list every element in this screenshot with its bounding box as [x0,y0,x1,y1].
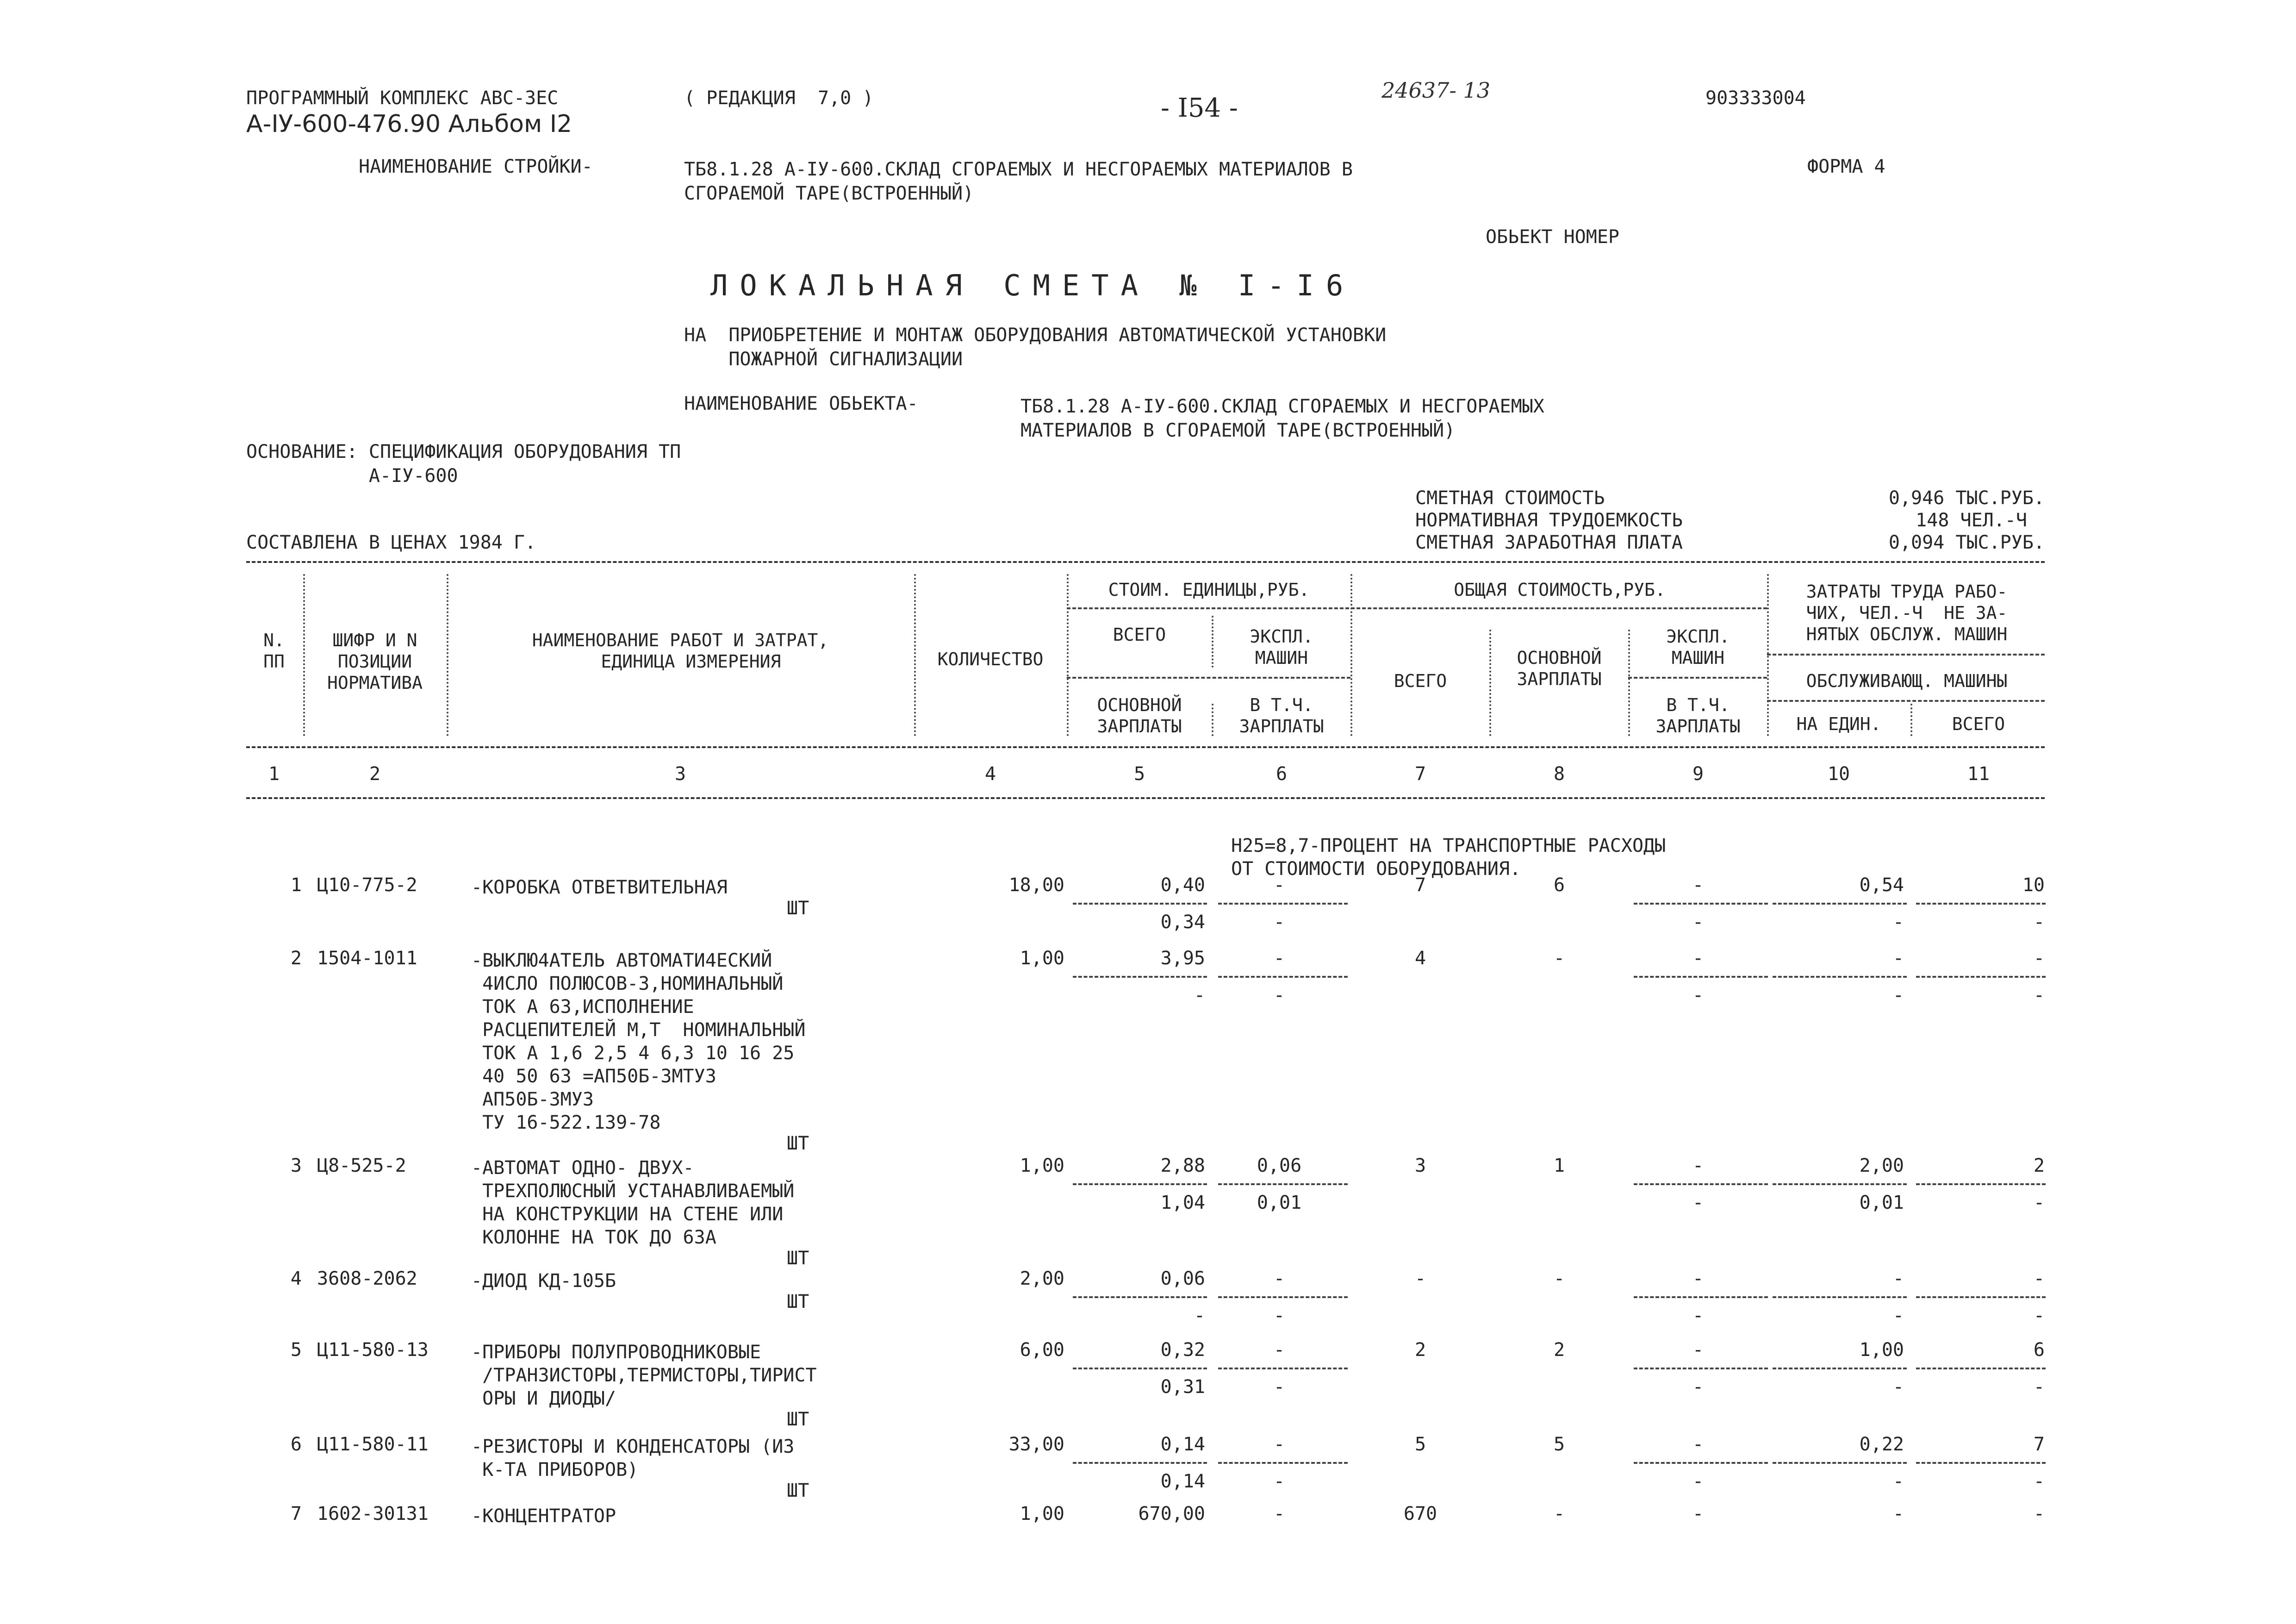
cell-subrule [1073,1183,1207,1185]
total-exploit: - [1692,1434,1704,1455]
header-cell: ШИФР И N ПОЗИЦИИ НОРМАТИВА [327,630,423,693]
cell-subrule [1073,1296,1207,1298]
unit-base-wage: 0,31 [1160,1376,1205,1398]
labor-per-unit: 1,00 [1859,1339,1904,1361]
row-unit: ШТ [787,1409,809,1430]
cell-subrule [1634,1462,1768,1464]
row-number: 3 [290,1155,302,1176]
labor-total-service: - [2033,1305,2045,1326]
row-unit: ШТ [787,1248,809,1269]
column-number: 2 [369,763,381,785]
cell-subrule [1773,1183,1907,1185]
total-exploit: - [1692,948,1704,969]
row-code: 3608-2062 [317,1268,417,1289]
unit-cost-exploit: 0,06 [1257,1155,1302,1176]
row-number: 2 [290,948,302,969]
unit-cost-total: 3,95 [1160,948,1205,969]
row-name: -ПРИБОРЫ ПОЛУПРОВОДНИКОВЫЕ /ТРАНЗИСТОРЫ,ТЕРМИСТОРЫ,ТИРИСТ ОРЫ И ДИОДЫ/ [471,1342,817,1409]
header-cell: В Т.Ч. ЗАРПЛАТЫ [1239,695,1324,737]
cell-subrule [1634,1183,1768,1185]
header-cell: ВСЕГО [1952,714,2005,734]
total-incl-wage: - [1692,1376,1704,1398]
table-top-rule [246,561,2045,563]
cell-subrule [1916,903,2046,905]
row-code: Ц10-775-2 [317,874,417,896]
column-number: 6 [1276,763,1288,785]
total-base-wage: 5 [1553,1434,1565,1455]
form-label: ФОРМА 4 [1807,156,1885,177]
labor-total: - [2033,1503,2045,1524]
total-cost: 670 [1403,1503,1437,1524]
total-incl-wage: - [1692,1192,1704,1213]
unit-incl-wage: - [1273,1305,1285,1326]
column-number: 8 [1553,763,1565,785]
row-code: 1602-30131 [317,1503,429,1524]
header-cell: ЗАТРАТЫ ТРУДА РАБО- ЧИХ, ЧЕЛ.-Ч НЕ ЗА- НЯТЫХ ОБСЛУЖ. МАШИН [1806,581,2008,644]
header-cell: ЭКСПЛ. МАШИН [1666,626,1730,668]
album-label: А-IУ-600-476.90 Альбом I2 [246,110,572,138]
row-name: -ДИОД КД-105Б [471,1270,616,1292]
labor-per-unit: - [1892,1503,1904,1524]
object-name: ТБ8.1.28 А-IУ-600.СКЛАД СГОРАЕМЫХ И НЕСГОРАЕМЫХ МАТЕРИАЛОВ В СГОРАЕМОЙ ТАРЕ(ВСТРОЕННЫЙ) [1020,396,1544,441]
total-base-wage: 2 [1553,1339,1565,1361]
construction-name: ТБ8.1.28 А-IУ-600.СКЛАД СГОРАЕМЫХ И НЕСГОРАЕМЫХ МАТЕРИАЛОВ В СГОРАЕМОЙ ТАРЕ(ВСТРОЕННЫЙ) [684,159,1353,204]
unit-incl-wage: 0,01 [1257,1192,1302,1213]
header-subrule [1767,700,2045,702]
program-label: ПРОГРАММНЫЙ КОМПЛЕКС АВС-3ЕС [246,87,559,109]
row-number: 5 [290,1339,302,1361]
cell-subrule [1634,1296,1768,1298]
purpose-text: НА ПРИОБРЕТЕНИЕ И МОНТАЖ ОБОРУДОВАНИЯ АВТОМАТИЧЕСКОЙ УСТАНОВКИ ПОЖАРНОЙ СИГНАЛИЗАЦИИ [684,325,1387,370]
labor-per-unit-service: 0,01 [1859,1192,1904,1213]
summary-value: 148 ЧЕЛ.-Ч [1916,510,2027,531]
total-incl-wage: - [1692,1471,1704,1492]
cell-subrule [1634,976,1768,978]
row-name: -КОРОБКА ОТВЕТВИТЕЛЬНАЯ [471,877,728,898]
header-subrule [1628,677,1767,679]
cell-subrule [1916,1183,2046,1185]
header-cell: КОЛИЧЕСТВО [937,649,1044,669]
summary-value: 0,094 ТЫС.РУБ. [1888,532,2045,553]
row-quantity: 2,00 [1020,1268,1064,1289]
cell-subrule [1916,1462,2046,1464]
labor-per-unit-service: - [1892,1305,1904,1326]
total-exploit: - [1692,1155,1704,1176]
unit-cost-exploit: - [1273,948,1285,969]
unit-base-wage: 1,04 [1160,1192,1205,1213]
total-base-wage: - [1553,948,1565,969]
cell-subrule [1218,1296,1348,1298]
unit-cost-total: 0,06 [1160,1268,1205,1289]
total-cost: 2 [1414,1339,1426,1361]
row-quantity: 18,00 [1008,874,1064,896]
row-number: 7 [290,1503,302,1524]
labor-per-unit-service: - [1892,1471,1904,1492]
row-code: 1504-1011 [317,948,417,969]
row-name: -ВЫКЛЮ4АТЕЛЬ АВТОМАТИ4ЕСКИЙ 4ИСЛО ПОЛЮСОВ-3,НОМИНАЛЬНЫЙ ТОК А 63,ИСПОЛНЕНИЕ РАСЦЕПИТЕЛЕЙ М,Т НОМИНАЛЬНЫЙ ТОК А 1,6 2,5 4 6,3 10 16 25 40 50 63 =АП50Б-3МТУ3 АП50Б-3МУ3 ТУ 16-522.139-78 [471,950,806,1133]
cell-subrule [1773,1462,1907,1464]
unit-cost-total: 670,00 [1138,1503,1205,1524]
row-unit: ШТ [787,898,809,919]
total-exploit: - [1692,1268,1704,1289]
cell-subrule [1916,1368,2046,1369]
cell-subrule [1773,976,1907,978]
labor-total-service: - [2033,985,2045,1006]
unit-cost-total: 2,88 [1160,1155,1205,1176]
construction-label: НАИМЕНОВАНИЕ СТРОЙКИ- [359,156,593,177]
header-cell: НАИМЕНОВАНИЕ РАБОТ И ЗАТРАТ, ЕДИНИЦА ИЗМЕРЕНИЯ [532,630,829,672]
row-quantity: 1,00 [1020,948,1064,969]
header-subrule [1067,607,1767,609]
cell-subrule [1773,1296,1907,1298]
total-exploit: - [1692,1339,1704,1361]
labor-total: 10 [2022,874,2045,896]
header-cell: ВСЕГО [1113,625,1166,645]
labor-per-unit-service: - [1892,985,1904,1006]
labor-total-service: - [2033,1471,2045,1492]
column-number: 1 [268,763,280,785]
header-cell: НА ЕДИН. [1796,714,1881,734]
prices-year: СОСТАВЛЕНА В ЦЕНАХ 1984 Г. [246,532,536,553]
labor-per-unit: 0,22 [1859,1434,1904,1455]
column-number: 7 [1414,763,1426,785]
row-quantity: 1,00 [1020,1155,1064,1176]
cell-subrule [1218,903,1348,905]
transport-note: Н25=8,7-ПРОЦЕНТ НА ТРАНСПОРТНЫЕ РАСХОДЫ ОТ СТОИМОСТИ ОБОРУДОВАНИЯ. [1231,835,1666,880]
cell-subrule [1634,1368,1768,1369]
header-cell: ОСНОВНОЙ ЗАРПЛАТЫ [1517,648,1602,689]
edition-label: ( РЕДАКЦИЯ 7,0 ) [684,87,874,109]
header-cell: СТОИМ. ЕДИНИЦЫ,РУБ. [1108,580,1310,600]
column-number: 11 [1967,763,1990,785]
header-bottom-rule [246,746,2045,748]
unit-incl-wage: - [1273,912,1285,933]
summary-label: СМЕТНАЯ ЗАРАБОТНАЯ ПЛАТА [1415,532,1683,553]
labor-total: - [2033,1268,2045,1289]
total-cost: 5 [1414,1434,1426,1455]
labor-per-unit: 0,54 [1859,874,1904,896]
row-name: -КОНЦЕНТРАТОР [471,1505,616,1527]
total-base-wage: - [1553,1268,1565,1289]
col-divider [447,574,448,736]
unit-base-wage: 0,34 [1160,912,1205,933]
labor-per-unit-service: - [1892,1376,1904,1398]
header-cell: ОБСЛУЖИВАЮЩ. МАШИНЫ [1806,671,2008,691]
labor-total: 2 [2033,1155,2045,1176]
cell-subrule [1916,1296,2046,1298]
handwritten-number: 24637- 13 [1381,78,1491,103]
row-quantity: 1,00 [1020,1503,1064,1524]
header-subrule [1767,654,2045,656]
unit-base-wage: - [1194,1305,1205,1326]
row-number: 6 [290,1434,302,1455]
total-exploit: - [1692,1503,1704,1524]
column-number: 9 [1692,763,1704,785]
cell-subrule [1773,1368,1907,1369]
cell-subrule [1073,1368,1207,1369]
labor-per-unit-service: - [1892,912,1904,933]
total-cost: 3 [1414,1155,1426,1176]
cell-subrule [1916,976,2046,978]
labor-per-unit: - [1892,948,1904,969]
total-base-wage: 1 [1553,1155,1565,1176]
unit-cost-exploit: - [1273,1503,1285,1524]
total-exploit: - [1692,874,1704,896]
document-code: 903333004 [1705,87,1806,109]
row-code: Ц11-580-11 [317,1434,429,1455]
object-number-label: ОБЬЕКТ НОМЕР [1486,226,1619,248]
basis-text: ОСНОВАНИЕ: СПЕЦИФИКАЦИЯ ОБОРУДОВАНИЯ ТП А-IУ-600 [246,441,681,487]
row-unit: ШТ [787,1133,809,1154]
unit-cost-exploit: - [1273,1268,1285,1289]
total-incl-wage: - [1692,912,1704,933]
row-code: Ц8-525-2 [317,1155,406,1176]
cell-subrule [1073,903,1207,905]
total-cost: 4 [1414,948,1426,969]
header-cell: ОБЩАЯ СТОИМОСТЬ,РУБ. [1454,580,1666,600]
unit-cost-exploit: - [1273,1434,1285,1455]
unit-incl-wage: - [1273,1471,1285,1492]
labor-total-service: - [2033,912,2045,933]
row-unit: ШТ [787,1480,809,1501]
labor-total-service: - [2033,1192,2045,1213]
cell-subrule [1218,1462,1348,1464]
header-cell: ВСЕГО [1394,671,1447,691]
row-name: -РЕЗИСТОРЫ И КОНДЕНСАТОРЫ (ИЗ К-ТА ПРИБОРОВ) [471,1436,795,1480]
cell-subrule [1634,903,1768,905]
total-cost: - [1414,1268,1426,1289]
column-number: 4 [984,763,996,785]
page-number: - I54 - [1161,93,1238,123]
unit-cost-total: 0,32 [1160,1339,1205,1361]
column-number: 5 [1133,763,1145,785]
cell-subrule [1218,1368,1348,1369]
cell-subrule [1218,1183,1348,1185]
row-name: -АВТОМАТ ОДНО- ДВУХ- ТРЕХПОЛЮСНЫЙ УСТАНАВЛИВАЕМЫЙ НА КОНСТРУКЦИИ НА СТЕНЕ ИЛИ КОЛОННЕ НА ТОК ДО 63А [471,1157,795,1248]
unit-cost-total: 0,14 [1160,1434,1205,1455]
header-subrule [1067,677,1350,679]
row-number: 1 [290,874,302,896]
total-incl-wage: - [1692,985,1704,1006]
column-numbers-rule [246,797,2045,799]
column-number: 3 [674,763,686,785]
estimate-title: ЛОКАЛЬНАЯ СМЕТА № I-I6 [710,269,1356,302]
cell-subrule [1073,976,1207,978]
cell-subrule [1773,903,1907,905]
summary-label: СМЕТНАЯ СТОИМОСТЬ [1415,487,1605,509]
header-cell: В Т.Ч. ЗАРПЛАТЫ [1655,695,1741,737]
total-base-wage: - [1553,1503,1565,1524]
cell-subrule [1073,1462,1207,1464]
unit-base-wage: - [1194,985,1205,1006]
header-cell: ОСНОВНОЙ ЗАРПЛАТЫ [1097,695,1182,737]
unit-incl-wage: - [1273,985,1285,1006]
col-divider [303,574,305,736]
header-cell: ЭКСПЛ. МАШИН [1250,626,1313,668]
labor-total: 7 [2033,1434,2045,1455]
summary-value: 0,946 ТЫС.РУБ. [1888,487,2045,509]
summary-label: НОРМАТИВНАЯ ТРУДОЕМКОСТЬ [1415,510,1683,531]
row-quantity: 33,00 [1008,1434,1064,1455]
unit-base-wage: 0,14 [1160,1471,1205,1492]
labor-total: - [2033,948,2045,969]
labor-total: 6 [2033,1339,2045,1361]
row-quantity: 6,00 [1020,1339,1064,1361]
row-unit: ШТ [787,1291,809,1312]
labor-per-unit: 2,00 [1859,1155,1904,1176]
unit-cost-exploit: - [1273,874,1285,896]
labor-per-unit: - [1892,1268,1904,1289]
labor-total-service: - [2033,1376,2045,1398]
unit-cost-exploit: - [1273,1339,1285,1361]
unit-cost-total: 0,40 [1160,874,1205,896]
header-cell: N. ПП [263,630,285,672]
cell-subrule [1218,976,1348,978]
row-code: Ц11-580-13 [317,1339,429,1361]
total-base-wage: 6 [1553,874,1565,896]
object-label: НАИМЕНОВАНИЕ ОБЬЕКТА- [684,393,918,414]
row-number: 4 [290,1268,302,1289]
unit-incl-wage: - [1273,1376,1285,1398]
column-number: 10 [1827,763,1850,785]
total-cost: 7 [1414,874,1426,896]
total-incl-wage: - [1692,1305,1704,1326]
